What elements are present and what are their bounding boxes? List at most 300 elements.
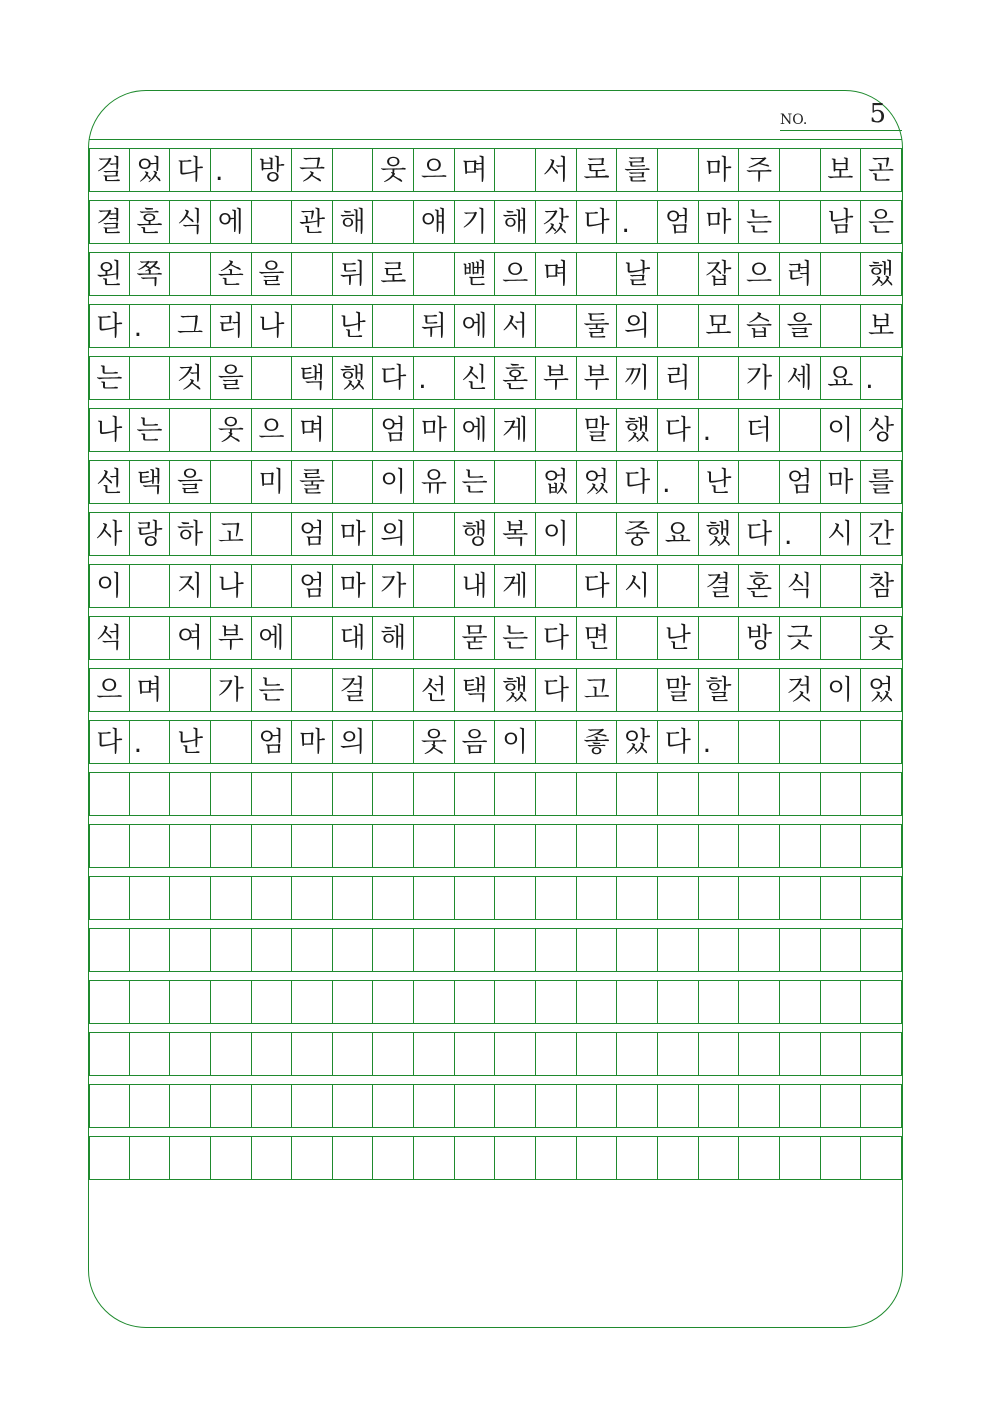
manuscript-cell: 긋 xyxy=(780,617,821,659)
manuscript-cell: 왼 xyxy=(89,253,130,295)
manuscript-cell: 다 xyxy=(536,669,577,711)
manuscript-cell xyxy=(739,877,780,919)
manuscript-cell xyxy=(89,825,130,867)
manuscript-cell xyxy=(414,877,455,919)
manuscript-cell xyxy=(252,565,293,607)
manuscript-cell: 참 xyxy=(861,565,902,607)
manuscript-cell: 모 xyxy=(699,305,740,347)
manuscript-cell xyxy=(211,981,252,1023)
grid-line-band xyxy=(89,763,902,815)
manuscript-cell: 은 xyxy=(861,201,902,243)
manuscript-cell xyxy=(617,617,658,659)
manuscript-cell xyxy=(333,149,374,191)
manuscript-cell xyxy=(577,929,618,971)
manuscript-cell xyxy=(617,669,658,711)
manuscript-cell: 었 xyxy=(577,461,618,503)
manuscript-cell xyxy=(211,1085,252,1127)
manuscript-cell xyxy=(211,721,252,763)
manuscript-cell xyxy=(211,773,252,815)
manuscript-cell xyxy=(617,1137,658,1179)
manuscript-cell: 엄 xyxy=(252,721,293,763)
manuscript-cell xyxy=(699,877,740,919)
manuscript-cell: 결 xyxy=(699,565,740,607)
line-separator-bar xyxy=(89,1127,902,1137)
manuscript-cell xyxy=(252,1085,293,1127)
manuscript-cell xyxy=(89,981,130,1023)
manuscript-cell xyxy=(170,253,211,295)
manuscript-cell: 으 xyxy=(495,253,536,295)
manuscript-cell xyxy=(211,1033,252,1075)
line-separator-bar xyxy=(89,659,902,669)
line-separator-bar xyxy=(89,971,902,981)
manuscript-cell xyxy=(373,1085,414,1127)
manuscript-cell xyxy=(333,409,374,451)
manuscript-cell: 마 xyxy=(699,201,740,243)
manuscript-row xyxy=(89,201,902,244)
manuscript-cell: 의 xyxy=(373,513,414,555)
manuscript-cell: 식 xyxy=(170,201,211,243)
manuscript-cell: 러 xyxy=(211,305,252,347)
line-separator-bar xyxy=(89,711,902,721)
manuscript-cell xyxy=(252,357,293,399)
manuscript-cell: 손 xyxy=(211,253,252,295)
manuscript-cell xyxy=(170,669,211,711)
page-number-value: 5 xyxy=(869,99,886,129)
manuscript-cell: 석 xyxy=(89,617,130,659)
grid-line-band xyxy=(89,919,902,971)
manuscript-cell: 는 xyxy=(455,461,496,503)
manuscript-cell: 잡 xyxy=(699,253,740,295)
manuscript-cell: 사 xyxy=(89,513,130,555)
manuscript-cell xyxy=(292,253,333,295)
manuscript-row xyxy=(89,565,902,608)
manuscript-cell xyxy=(292,825,333,867)
manuscript-cell xyxy=(536,1085,577,1127)
manuscript-cell xyxy=(861,773,902,815)
manuscript-cell xyxy=(577,513,618,555)
manuscript-row xyxy=(89,357,902,400)
manuscript-cell xyxy=(739,1137,780,1179)
manuscript-cell: 묻 xyxy=(455,617,496,659)
manuscript-cell xyxy=(536,305,577,347)
manuscript-cell: 여 xyxy=(170,617,211,659)
manuscript-cell xyxy=(414,1033,455,1075)
line-separator-bar xyxy=(89,399,902,409)
manuscript-cell xyxy=(495,461,536,503)
manuscript-cell xyxy=(414,513,455,555)
manuscript-cell xyxy=(414,253,455,295)
manuscript-cell: . xyxy=(211,149,252,191)
manuscript-cell xyxy=(252,981,293,1023)
manuscript-cell xyxy=(861,1033,902,1075)
manuscript-cell xyxy=(536,877,577,919)
manuscript-cell: 날 xyxy=(617,253,658,295)
manuscript-cell xyxy=(617,1085,658,1127)
grid-line-band xyxy=(89,1023,902,1075)
manuscript-cell xyxy=(373,305,414,347)
manuscript-cell xyxy=(333,981,374,1023)
manuscript-cell: 고 xyxy=(577,669,618,711)
line-separator-bar xyxy=(89,451,902,461)
manuscript-cell: 선 xyxy=(414,669,455,711)
manuscript-cell xyxy=(577,773,618,815)
manuscript-cell: 다 xyxy=(373,357,414,399)
manuscript-cell xyxy=(292,981,333,1023)
manuscript-cell: 그 xyxy=(170,305,211,347)
manuscript-cell xyxy=(414,825,455,867)
grid-line-band xyxy=(89,1075,902,1127)
manuscript-cell: 마 xyxy=(333,513,374,555)
line-separator-bar xyxy=(89,503,902,513)
line-separator-bar xyxy=(89,191,902,201)
page-number-label: NO. xyxy=(780,112,808,128)
manuscript-cell xyxy=(577,253,618,295)
manuscript-cell xyxy=(414,1137,455,1179)
manuscript-cell xyxy=(861,981,902,1023)
manuscript-cell: 택 xyxy=(130,461,171,503)
manuscript-cell xyxy=(333,825,374,867)
manuscript-cell: 것 xyxy=(170,357,211,399)
manuscript-cell: 었 xyxy=(130,149,171,191)
manuscript-cell xyxy=(699,773,740,815)
manuscript-cell xyxy=(658,565,699,607)
manuscript-cell xyxy=(739,721,780,763)
line-separator-bar xyxy=(89,555,902,565)
manuscript-cell: 혼 xyxy=(739,565,780,607)
manuscript-cell xyxy=(658,825,699,867)
manuscript-cell: 기 xyxy=(455,201,496,243)
manuscript-row xyxy=(89,1137,902,1180)
grid-line-band xyxy=(89,555,902,607)
manuscript-grid xyxy=(89,139,902,1179)
manuscript-cell xyxy=(821,305,862,347)
manuscript-cell: 세 xyxy=(780,357,821,399)
manuscript-cell: 난 xyxy=(658,617,699,659)
manuscript-cell: 주 xyxy=(739,149,780,191)
manuscript-cell xyxy=(130,825,171,867)
manuscript-cell: 없 xyxy=(536,461,577,503)
manuscript-cell: 지 xyxy=(170,565,211,607)
manuscript-cell: 웃 xyxy=(211,409,252,451)
manuscript-cell xyxy=(617,877,658,919)
manuscript-cell xyxy=(861,721,902,763)
manuscript-cell: 을 xyxy=(170,461,211,503)
manuscript-cell xyxy=(739,773,780,815)
manuscript-cell xyxy=(170,409,211,451)
manuscript-cell xyxy=(658,1085,699,1127)
manuscript-cell: 보 xyxy=(821,149,862,191)
manuscript-cell: 에 xyxy=(455,409,496,451)
manuscript-cell: 관 xyxy=(292,201,333,243)
manuscript-cell xyxy=(130,1137,171,1179)
manuscript-cell: 로 xyxy=(373,253,414,295)
manuscript-cell: 는 xyxy=(495,617,536,659)
manuscript-cell: 을 xyxy=(780,305,821,347)
manuscript-cell: 랑 xyxy=(130,513,171,555)
manuscript-cell: 난 xyxy=(170,721,211,763)
manuscript-cell xyxy=(89,929,130,971)
grid-line-band xyxy=(89,1127,902,1179)
manuscript-cell: 다 xyxy=(577,565,618,607)
manuscript-cell xyxy=(536,1033,577,1075)
manuscript-cell xyxy=(821,617,862,659)
manuscript-cell: 신 xyxy=(455,357,496,399)
line-separator-bar xyxy=(89,607,902,617)
manuscript-cell: 가 xyxy=(373,565,414,607)
manuscript-cell xyxy=(861,929,902,971)
manuscript-cell xyxy=(495,1033,536,1075)
manuscript-cell: 음 xyxy=(455,721,496,763)
manuscript-cell: 며 xyxy=(455,149,496,191)
manuscript-cell xyxy=(333,1033,374,1075)
manuscript-cell: . xyxy=(658,461,699,503)
manuscript-cell xyxy=(821,721,862,763)
manuscript-cell xyxy=(780,981,821,1023)
line-separator-bar xyxy=(89,139,902,149)
manuscript-cell xyxy=(821,929,862,971)
manuscript-cell: 식 xyxy=(780,565,821,607)
manuscript-cell: 말 xyxy=(577,409,618,451)
manuscript-cell: 것 xyxy=(780,669,821,711)
manuscript-cell: 뒤 xyxy=(414,305,455,347)
manuscript-cell xyxy=(658,773,699,815)
manuscript-cell xyxy=(89,773,130,815)
manuscript-cell xyxy=(373,877,414,919)
page-number-field xyxy=(780,96,902,131)
manuscript-row xyxy=(89,929,902,972)
manuscript-cell: 다 xyxy=(658,409,699,451)
manuscript-cell: . xyxy=(617,201,658,243)
manuscript-cell: 걸 xyxy=(333,669,374,711)
manuscript-cell: 이 xyxy=(821,409,862,451)
manuscript-cell: 보 xyxy=(861,305,902,347)
manuscript-cell: 둘 xyxy=(577,305,618,347)
manuscript-cell xyxy=(821,877,862,919)
grid-line-band xyxy=(89,971,902,1023)
manuscript-cell: 해 xyxy=(333,201,374,243)
manuscript-cell: . xyxy=(130,721,171,763)
manuscript-cell xyxy=(699,357,740,399)
manuscript-cell xyxy=(252,1033,293,1075)
manuscript-cell xyxy=(333,1137,374,1179)
manuscript-cell: 게 xyxy=(495,409,536,451)
manuscript-cell xyxy=(739,825,780,867)
manuscript-cell xyxy=(170,1085,211,1127)
manuscript-cell: 다 xyxy=(89,305,130,347)
manuscript-cell xyxy=(861,1085,902,1127)
manuscript-cell: 했 xyxy=(617,409,658,451)
manuscript-cell: . xyxy=(414,357,455,399)
manuscript-cell xyxy=(292,773,333,815)
manuscript-cell xyxy=(170,773,211,815)
manuscript-row xyxy=(89,877,902,920)
manuscript-cell: 좋 xyxy=(577,721,618,763)
manuscript-cell xyxy=(373,773,414,815)
manuscript-cell: 고 xyxy=(211,513,252,555)
manuscript-cell: 엄 xyxy=(373,409,414,451)
manuscript-cell: 마 xyxy=(699,149,740,191)
manuscript-cell xyxy=(292,1033,333,1075)
manuscript-cell: 부 xyxy=(211,617,252,659)
manuscript-cell xyxy=(170,825,211,867)
manuscript-cell: 나 xyxy=(252,305,293,347)
manuscript-cell: 하 xyxy=(170,513,211,555)
manuscript-cell: 난 xyxy=(333,305,374,347)
manuscript-cell xyxy=(373,981,414,1023)
manuscript-cell: 에 xyxy=(252,617,293,659)
manuscript-cell xyxy=(617,1033,658,1075)
manuscript-cell xyxy=(130,929,171,971)
manuscript-row xyxy=(89,409,902,452)
manuscript-cell xyxy=(373,1137,414,1179)
line-separator-bar xyxy=(89,295,902,305)
manuscript-cell xyxy=(414,617,455,659)
manuscript-cell xyxy=(780,825,821,867)
grid-line-band xyxy=(89,711,902,763)
manuscript-cell: 걸 xyxy=(89,149,130,191)
manuscript-cell xyxy=(495,773,536,815)
manuscript-cell xyxy=(170,877,211,919)
manuscript-cell xyxy=(577,877,618,919)
grid-line-band xyxy=(89,815,902,867)
manuscript-cell: 서 xyxy=(495,305,536,347)
manuscript-cell: 시 xyxy=(821,513,862,555)
manuscript-cell: 상 xyxy=(861,409,902,451)
manuscript-cell xyxy=(699,1033,740,1075)
manuscript-cell: 이 xyxy=(495,721,536,763)
manuscript-cell: 를 xyxy=(861,461,902,503)
manuscript-cell xyxy=(495,877,536,919)
manuscript-cell xyxy=(861,877,902,919)
manuscript-cell xyxy=(495,825,536,867)
manuscript-cell xyxy=(577,825,618,867)
manuscript-cell xyxy=(373,1033,414,1075)
manuscript-cell: 마 xyxy=(292,721,333,763)
manuscript-cell: 가 xyxy=(211,669,252,711)
manuscript-cell xyxy=(739,461,780,503)
line-separator-bar xyxy=(89,815,902,825)
manuscript-cell: 행 xyxy=(455,513,496,555)
manuscript-row xyxy=(89,617,902,660)
manuscript-cell: 부 xyxy=(536,357,577,399)
manuscript-cell: 요 xyxy=(821,357,862,399)
manuscript-cell: . xyxy=(861,357,902,399)
manuscript-cell: 결 xyxy=(89,201,130,243)
manuscript-cell xyxy=(536,773,577,815)
manuscript-cell xyxy=(414,773,455,815)
manuscript-cell: 는 xyxy=(130,409,171,451)
manuscript-cell: 웃 xyxy=(373,149,414,191)
manuscript-cell xyxy=(536,929,577,971)
manuscript-cell: 택 xyxy=(455,669,496,711)
manuscript-cell xyxy=(211,825,252,867)
manuscript-cell: 습 xyxy=(739,305,780,347)
manuscript-cell: 으 xyxy=(414,149,455,191)
manuscript-cell: 는 xyxy=(252,669,293,711)
manuscript-cell: 쪽 xyxy=(130,253,171,295)
manuscript-cell xyxy=(252,1137,293,1179)
manuscript-cell: 엄 xyxy=(292,565,333,607)
manuscript-cell xyxy=(211,1137,252,1179)
manuscript-cell xyxy=(252,929,293,971)
manuscript-cell xyxy=(861,825,902,867)
manuscript-cell xyxy=(617,773,658,815)
manuscript-row xyxy=(89,825,902,868)
manuscript-cell: 서 xyxy=(536,149,577,191)
manuscript-cell xyxy=(292,877,333,919)
manuscript-cell xyxy=(699,929,740,971)
grid-line-band xyxy=(89,867,902,919)
manuscript-cell xyxy=(821,1033,862,1075)
grid-line-band xyxy=(89,295,902,347)
manuscript-cell xyxy=(780,149,821,191)
manuscript-cell xyxy=(821,1137,862,1179)
manuscript-cell xyxy=(617,981,658,1023)
manuscript-cell: 이 xyxy=(89,565,130,607)
manuscript-cell: 했 xyxy=(699,513,740,555)
manuscript-cell: 다 xyxy=(617,461,658,503)
manuscript-cell xyxy=(821,253,862,295)
manuscript-cell xyxy=(699,1137,740,1179)
manuscript-cell xyxy=(414,565,455,607)
manuscript-cell xyxy=(455,929,496,971)
manuscript-cell: 에 xyxy=(211,201,252,243)
manuscript-cell: 다 xyxy=(89,721,130,763)
manuscript-cell xyxy=(170,1033,211,1075)
manuscript-cell xyxy=(495,1137,536,1179)
manuscript-cell xyxy=(252,513,293,555)
manuscript-cell xyxy=(658,149,699,191)
manuscript-cell xyxy=(699,1085,740,1127)
manuscript-cell xyxy=(292,617,333,659)
manuscript-cell xyxy=(455,773,496,815)
manuscript-cell xyxy=(130,981,171,1023)
manuscript-cell xyxy=(292,1085,333,1127)
manuscript-cell: 혼 xyxy=(495,357,536,399)
manuscript-cell xyxy=(780,1085,821,1127)
manuscript-cell: 엄 xyxy=(292,513,333,555)
manuscript-cell: 했 xyxy=(495,669,536,711)
manuscript-cell xyxy=(170,981,211,1023)
manuscript-cell xyxy=(130,617,171,659)
manuscript-cell: 방 xyxy=(739,617,780,659)
manuscript-cell: 나 xyxy=(211,565,252,607)
manuscript-cell xyxy=(536,565,577,607)
manuscript-cell: 부 xyxy=(577,357,618,399)
manuscript-cell: 혼 xyxy=(130,201,171,243)
manuscript-cell xyxy=(495,1085,536,1127)
line-separator-bar xyxy=(89,347,902,357)
manuscript-cell: 았 xyxy=(617,721,658,763)
manuscript-row xyxy=(89,253,902,296)
manuscript-cell: 려 xyxy=(780,253,821,295)
manuscript-cell xyxy=(211,461,252,503)
grid-line-band xyxy=(89,347,902,399)
manuscript-cell: 가 xyxy=(739,357,780,399)
manuscript-cell xyxy=(780,721,821,763)
manuscript-cell xyxy=(617,929,658,971)
manuscript-cell: 복 xyxy=(495,513,536,555)
manuscript-cell: 는 xyxy=(739,201,780,243)
manuscript-cell: 다 xyxy=(658,721,699,763)
manuscript-cell: 로 xyxy=(577,149,618,191)
manuscript-row xyxy=(89,305,902,348)
manuscript-cell xyxy=(536,409,577,451)
manuscript-cell: 면 xyxy=(577,617,618,659)
manuscript-cell: . xyxy=(130,305,171,347)
manuscript-cell: 룰 xyxy=(292,461,333,503)
manuscript-cell: 난 xyxy=(699,461,740,503)
